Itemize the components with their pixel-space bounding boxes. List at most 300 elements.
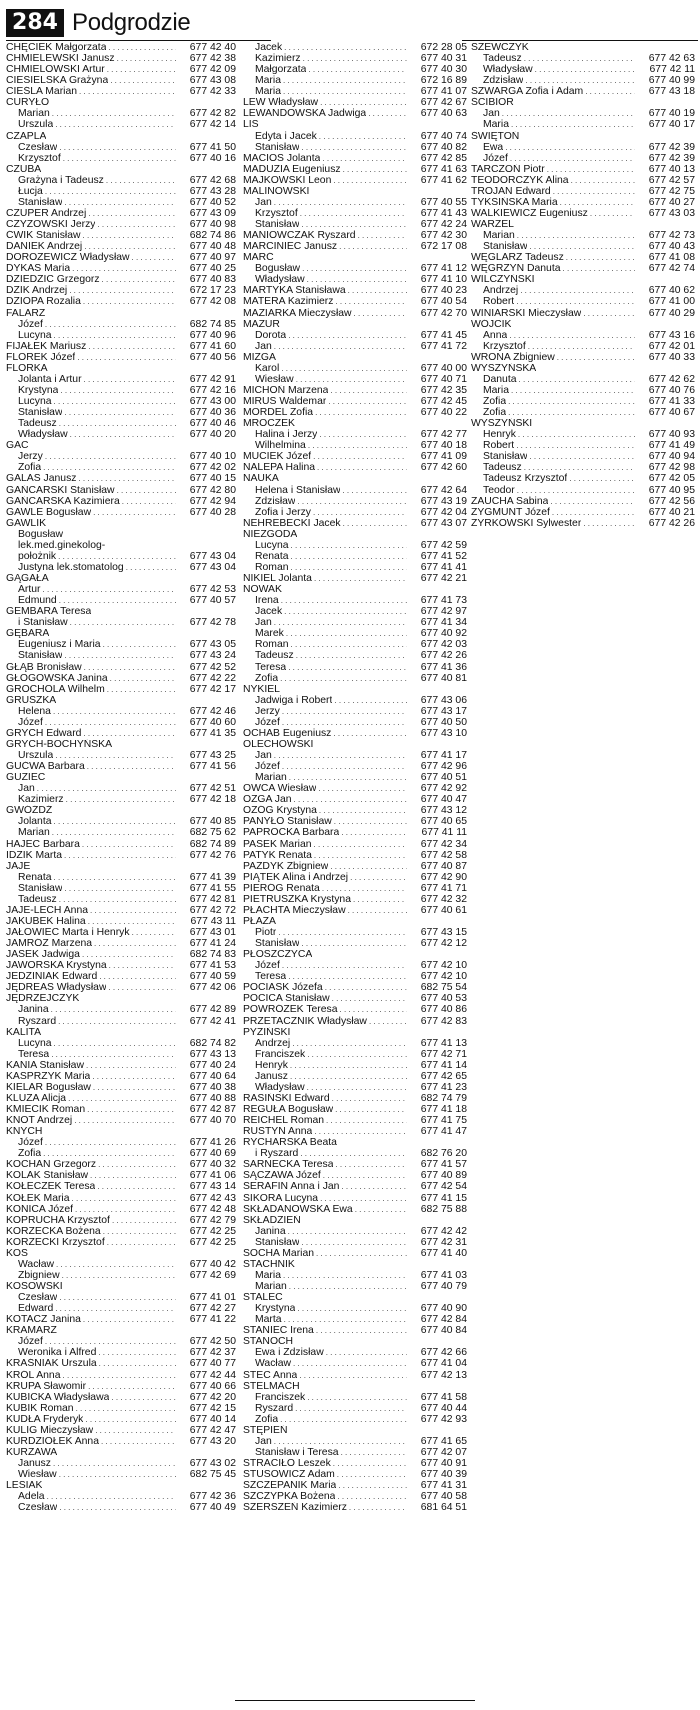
- directory-entry: [6, 872, 238, 883]
- entry-phone: 677 40 56: [189, 351, 236, 363]
- entry-phone: 677 42 46: [189, 705, 236, 717]
- entry-name: STANIEC Irena: [243, 1325, 314, 1337]
- leader-dots: [292, 794, 407, 805]
- entry-name: KNYCH: [6, 1126, 43, 1138]
- entry-name: ŻYRKOWSKI Sylwester: [471, 517, 582, 529]
- directory-entry: [6, 1060, 238, 1071]
- directory-entry: [243, 839, 469, 850]
- leader-dots: [72, 1115, 176, 1126]
- entry-name: STĘPIEŃ: [243, 1424, 288, 1436]
- directory-entry: [6, 197, 238, 208]
- entry-phone: 677 42 82: [189, 108, 236, 120]
- entry-phone: 677 42 51: [189, 783, 236, 795]
- entry-name: JAŁOWIEC Marta i Henryk: [6, 927, 130, 938]
- entry-name: MUCIEK Józef: [243, 451, 312, 463]
- surname-heading: [243, 1381, 469, 1392]
- entry-phone: 677 40 79: [420, 1281, 467, 1292]
- directory-entry: [243, 64, 469, 75]
- directory-entry: [243, 993, 469, 1004]
- entry-name: POWRÓZEK Teresa: [243, 1004, 338, 1016]
- entry-phone: 677 42 74: [648, 263, 695, 275]
- leader-dots: [60, 1270, 176, 1281]
- directory-entry: [6, 1159, 238, 1170]
- directory-entry: [243, 706, 469, 717]
- entry-name: NALEPA Halina: [243, 462, 316, 474]
- entry-phone: 677 42 26: [420, 650, 467, 662]
- leader-dots: [53, 750, 176, 761]
- directory-entry: [6, 75, 238, 86]
- entry-phone: 682 75 62: [189, 827, 236, 839]
- directory-entry: [471, 285, 697, 296]
- entry-name: IDZIK Marta: [6, 849, 63, 861]
- entry-phone: 677 40 13: [648, 163, 695, 175]
- entry-name: WĘGRZYN Danuta: [471, 263, 561, 275]
- entry-phone: 677 42 92: [420, 783, 467, 795]
- entry-name: KRÓL Anna: [6, 1369, 61, 1381]
- directory-entry: [6, 429, 238, 440]
- leader-dots: [305, 274, 407, 285]
- directory-entry: [6, 783, 238, 794]
- entry-phone: 677 41 35: [189, 727, 236, 739]
- page-title: Podgrodzie: [72, 9, 191, 36]
- entry-phone: 677 42 22: [189, 672, 236, 684]
- entry-name: GWÓŹDŹ: [6, 805, 53, 817]
- entry-phone: 677 42 59: [420, 539, 467, 551]
- entry-name: Krystyna: [18, 384, 59, 396]
- directory-entry: [6, 1181, 238, 1192]
- entry-name: Stanisław: [255, 141, 300, 153]
- surname-heading: [243, 1425, 469, 1436]
- directory-entry: [243, 507, 469, 518]
- entry-name: Adela: [18, 1491, 45, 1503]
- entry-phone: 677 41 34: [420, 617, 467, 629]
- entry-name: Roman: [255, 639, 289, 651]
- entry-phone: 677 40 96: [189, 329, 236, 341]
- leader-dots: [332, 816, 407, 827]
- entry-phone: 677 42 07: [420, 1446, 467, 1458]
- leader-dots: [105, 684, 176, 695]
- entry-name: SĄCZAWA Józef: [243, 1170, 321, 1182]
- directory-entry: [243, 1303, 469, 1314]
- entry-name: Lucyna: [255, 539, 289, 551]
- directory-entry: [243, 308, 469, 319]
- entry-phone: 677 40 29: [648, 307, 695, 319]
- leader-dots: [581, 518, 635, 529]
- entry-name: GRYCH-BOCHYŃSKA: [6, 738, 113, 750]
- entry-phone: 677 43 04: [189, 561, 236, 573]
- leader-dots: [522, 462, 635, 473]
- leader-dots: [97, 1358, 176, 1369]
- entry-name: Ewa: [483, 141, 504, 153]
- entry-name: WYSZYŃSKI: [471, 418, 533, 430]
- entry-name: SZWARGA Zofia i Adam: [471, 86, 584, 98]
- entry-name: PYZIŃSKI: [243, 1026, 291, 1038]
- entry-phone: 677 42 12: [420, 938, 467, 950]
- directory-entry: [6, 153, 238, 164]
- directory-entry: [243, 230, 469, 241]
- directory-entry: [6, 374, 238, 385]
- entry-phone: 677 40 76: [648, 384, 695, 396]
- leader-dots: [52, 330, 176, 341]
- directory-entry: [6, 274, 238, 285]
- leader-dots: [339, 1447, 407, 1458]
- entry-name: SKŁADZIEŃ: [243, 1214, 301, 1226]
- entry-name: Wacław: [18, 1258, 54, 1270]
- directory-entry: [243, 1016, 469, 1027]
- entry-name: Edmund: [18, 595, 57, 607]
- surname-heading: [243, 1336, 469, 1347]
- entry-phone: 677 42 52: [189, 661, 236, 673]
- entry-phone: 677 40 22: [420, 407, 467, 419]
- surname-heading: [471, 274, 697, 285]
- directory-entry: [6, 1469, 238, 1480]
- leader-dots: [517, 374, 635, 385]
- entry-name: PANYŁO Stanisław: [243, 816, 332, 828]
- directory-entry: [471, 186, 697, 197]
- entry-name: MANIOWCZAK Ryszard: [243, 230, 356, 242]
- leader-dots: [313, 407, 407, 418]
- entry-phone: 677 41 31: [420, 1480, 467, 1492]
- entry-name: NIEZGODA: [243, 528, 298, 540]
- leader-dots: [41, 462, 176, 473]
- surname-heading: [471, 219, 697, 230]
- entry-name: Zbigniew: [18, 1269, 60, 1281]
- entry-phone: 677 40 86: [420, 1004, 467, 1016]
- entry-name: Czesław: [18, 1292, 58, 1304]
- directory-entry: [243, 1126, 469, 1137]
- entry-name: Józef: [18, 716, 43, 728]
- surname-heading: [243, 1137, 469, 1148]
- leader-dots: [57, 1292, 176, 1303]
- entry-phone: 677 42 06: [189, 982, 236, 994]
- entry-name: Jan: [18, 783, 35, 795]
- entry-name: Józef: [18, 1336, 43, 1348]
- directory-entry: [6, 971, 238, 982]
- directory-entry: [243, 1237, 469, 1248]
- leader-dots: [338, 1004, 408, 1015]
- surname-heading: [243, 119, 469, 130]
- leader-dots: [100, 274, 176, 285]
- leader-dots: [500, 108, 635, 119]
- entry-phone: 677 41 24: [189, 938, 236, 950]
- leader-dots: [503, 142, 635, 153]
- entry-phone: 677 41 65: [420, 1435, 467, 1447]
- entry-name: GŁĄB Bronisław: [6, 661, 82, 673]
- entry-phone: 677 42 11: [649, 64, 695, 76]
- leader-dots: [282, 606, 407, 617]
- entry-name: DYKAS Maria: [6, 263, 71, 275]
- entry-phone: 677 40 49: [189, 1502, 236, 1514]
- entry-name: Jan: [483, 108, 500, 120]
- directory-entry: [6, 407, 238, 418]
- entry-phone: 682 74 89: [189, 838, 236, 850]
- entry-name: KASPRZYK Maria: [6, 1070, 91, 1082]
- directory-entry: [471, 330, 697, 341]
- entry-phone: 677 40 31: [420, 53, 467, 65]
- surname-heading: [6, 861, 238, 872]
- directory-entry: [243, 1004, 469, 1015]
- leader-dots: [356, 230, 407, 241]
- leader-dots: [83, 1414, 176, 1425]
- entry-name: Jerzy: [18, 451, 43, 463]
- leader-dots: [43, 717, 176, 728]
- entry-phone: 677 41 40: [420, 1247, 467, 1259]
- directory-entry: [6, 1237, 238, 1248]
- leader-dots: [62, 850, 176, 861]
- entry-name: SZERSZEŃ Kazimierz: [243, 1502, 347, 1514]
- entry-phone: 677 42 25: [189, 1236, 236, 1248]
- entry-name: GROCHOLA Wilhelm: [6, 683, 105, 695]
- entry-phone: 677 42 70: [420, 307, 467, 319]
- leader-dots: [86, 1381, 176, 1392]
- entry-phone: 677 40 94: [648, 451, 695, 463]
- surname-heading: [471, 363, 697, 374]
- entry-name: Józef: [483, 152, 508, 164]
- entry-name: i Stanisław: [18, 617, 68, 629]
- directory-entry: [243, 562, 469, 573]
- leader-dots: [315, 462, 407, 473]
- entry-phone: 677 41 39: [189, 871, 236, 883]
- entry-phone: 677 43 17: [420, 705, 467, 717]
- surname-heading: [243, 473, 469, 484]
- directory-entry: [243, 540, 469, 551]
- directory-entry: [6, 1458, 238, 1469]
- entry-name: Maria: [255, 86, 281, 98]
- entry-name: Maria: [483, 119, 509, 131]
- leader-dots: [80, 949, 176, 960]
- entry-name: Jan: [255, 617, 272, 629]
- entry-name: Jacek: [255, 606, 283, 618]
- directory-entry: [6, 352, 238, 363]
- entry-name: Marta: [255, 1314, 282, 1326]
- entry-name: PASEK Marian: [243, 838, 312, 850]
- leader-dots: [120, 496, 176, 507]
- entry-name: Tadeusz: [18, 418, 57, 430]
- leader-dots: [276, 927, 407, 938]
- entry-name: PAPROCKA Barbara: [243, 827, 340, 839]
- directory-entry: [471, 440, 697, 451]
- entry-name: REICHEL Roman: [243, 1115, 325, 1127]
- entry-name: Krzysztof: [255, 207, 298, 219]
- entry-name: Urszula: [18, 119, 54, 131]
- leader-dots: [317, 429, 407, 440]
- leader-dots: [90, 1071, 176, 1082]
- leader-dots: [43, 451, 176, 462]
- directory-entry: [243, 42, 469, 53]
- entry-name: GRUSZKA: [6, 694, 57, 706]
- directory-entry: [6, 208, 238, 219]
- entry-phone: 677 41 01: [189, 1292, 236, 1304]
- entry-phone: 677 40 93: [648, 429, 695, 441]
- leader-dots: [88, 1170, 176, 1181]
- leader-dots: [321, 1170, 407, 1181]
- entry-phone: 677 43 20: [189, 1435, 236, 1447]
- leader-dots: [110, 1215, 176, 1226]
- surname-heading: [6, 1027, 238, 1038]
- leader-dots: [291, 1358, 407, 1369]
- entry-name: OCHAB Eugeniusz: [243, 727, 332, 739]
- leader-dots: [280, 706, 407, 717]
- entry-phone: 677 40 77: [189, 1358, 236, 1370]
- directory-entry: [6, 540, 238, 551]
- entry-name: Władysław: [483, 64, 533, 76]
- entry-phone: 677 42 20: [189, 1391, 236, 1403]
- leader-dots: [551, 186, 635, 197]
- entry-phone: 677 42 83: [420, 1015, 467, 1027]
- directory-entry: [6, 1071, 238, 1082]
- leader-dots: [348, 872, 407, 883]
- entry-phone: 677 40 81: [420, 672, 467, 684]
- directory-entry: [6, 86, 238, 97]
- leader-dots: [62, 883, 176, 894]
- entry-phone: 677 43 19: [420, 495, 467, 507]
- directory-entry: [243, 750, 469, 761]
- entry-phone: 682 74 79: [420, 1092, 467, 1104]
- directory-entry: [471, 197, 697, 208]
- directory-entry: [243, 153, 469, 164]
- entry-name: KOSOWSKI: [6, 1281, 63, 1292]
- entry-name: MARTYKA Stanisława: [243, 285, 346, 297]
- directory-entry: [6, 1491, 238, 1502]
- directory-entry: [6, 451, 238, 462]
- leader-dots: [581, 308, 635, 319]
- entry-name: Zofia: [483, 396, 507, 407]
- entry-name: FLOREK Józef: [6, 351, 76, 363]
- entry-name: MAZUR: [243, 318, 280, 330]
- surname-heading: [6, 363, 238, 374]
- leader-dots: [57, 418, 176, 429]
- leader-dots: [86, 208, 176, 219]
- leader-dots: [35, 783, 176, 794]
- entry-phone: 677 42 66: [420, 1347, 467, 1359]
- entry-phone: 682 74 83: [189, 949, 236, 961]
- leader-dots: [318, 1193, 407, 1204]
- directory-entry: [6, 562, 238, 573]
- entry-phone: 677 42 48: [189, 1203, 236, 1215]
- leader-dots: [301, 53, 407, 64]
- entry-name: OWCA Wiesław: [243, 783, 317, 795]
- entry-name: Edyta i Jacek: [255, 130, 317, 142]
- entry-phone: 677 42 05: [648, 473, 695, 485]
- entry-name: GEMBARA Teresa: [6, 606, 92, 618]
- directory-entry: [6, 1038, 238, 1049]
- entry-name: FALARZ: [6, 307, 46, 319]
- leader-dots: [76, 473, 176, 484]
- leader-dots: [335, 1469, 407, 1480]
- leader-dots: [281, 86, 407, 97]
- entry-name: MROCZEK: [243, 418, 295, 430]
- leader-dots: [52, 872, 176, 883]
- leader-dots: [95, 219, 176, 230]
- entry-name: Piotr: [255, 927, 277, 938]
- entry-name: TARCZOŃ Piotr: [471, 163, 545, 175]
- leader-dots: [97, 971, 176, 982]
- directory-entry: [6, 285, 238, 296]
- leader-dots: [75, 352, 176, 363]
- surname-heading: [6, 695, 238, 706]
- leader-dots: [81, 1314, 176, 1325]
- leader-dots: [105, 64, 176, 75]
- entry-phone: 677 40 64: [189, 1070, 236, 1082]
- entry-name: KORZECKA Bożena: [6, 1225, 101, 1237]
- leader-dots: [70, 263, 176, 274]
- entry-name: lek.med.ginekolog-: [18, 539, 106, 551]
- entry-name: DZIOPA Rozalia: [6, 296, 81, 308]
- entry-phone: 677 41 71: [420, 882, 467, 894]
- directory-entry: [6, 595, 238, 606]
- entry-phone: 677 43 13: [189, 1048, 236, 1060]
- directory-entry: [243, 274, 469, 285]
- directory-entry: [243, 850, 469, 861]
- entry-phone: 677 41 14: [420, 1059, 467, 1071]
- leader-dots: [312, 573, 407, 584]
- entry-name: Stanisław: [255, 938, 300, 950]
- leader-dots: [115, 485, 176, 496]
- entry-name: CZUBA: [6, 163, 42, 175]
- entry-name: GALAS Janusz: [6, 473, 77, 485]
- entry-name: Tadeusz: [483, 53, 522, 65]
- leader-dots: [67, 285, 176, 296]
- directory-entry: [243, 1071, 469, 1082]
- leader-dots: [279, 595, 407, 606]
- leader-dots: [306, 64, 407, 75]
- directory-entry: [243, 1469, 469, 1480]
- directory-entry: [243, 1093, 469, 1104]
- directory-entry: [6, 584, 238, 595]
- directory-entry: [6, 1016, 238, 1027]
- entry-name: Stanisław: [18, 650, 63, 662]
- entry-name: Lucyna: [18, 1037, 52, 1049]
- entry-name: GAŃCARSKA Kazimiera: [6, 495, 120, 507]
- entry-phone: 677 41 10: [420, 274, 467, 286]
- entry-phone: 677 42 89: [189, 1004, 236, 1016]
- entry-name: KUBICKA Władysława: [6, 1391, 110, 1403]
- surname-heading: [6, 518, 238, 529]
- entry-phone: 677 42 30: [420, 230, 467, 242]
- entry-phone: 677 41 58: [420, 1391, 467, 1403]
- entry-name: JĘDRZEJCZYK: [6, 993, 80, 1005]
- entry-phone: 677 40 21: [648, 506, 695, 518]
- entry-phone: 677 42 37: [189, 1347, 236, 1359]
- entry-phone: 682 75 88: [420, 1203, 467, 1215]
- entry-phone: 677 42 68: [189, 174, 236, 186]
- directory-entry: [243, 1358, 469, 1369]
- surname-heading: [6, 573, 238, 584]
- entry-phone: 677 41 55: [189, 882, 236, 894]
- entry-name: SKŁADANOWSKA Ewa: [243, 1203, 353, 1215]
- entry-name: Marian: [18, 108, 50, 120]
- entry-name: KMIECIK Roman: [6, 1104, 86, 1115]
- entry-phone: 677 41 07: [420, 86, 467, 98]
- directory-entry: [6, 816, 238, 827]
- entry-phone: 677 41 12: [420, 263, 467, 275]
- directory-entry: [6, 617, 238, 628]
- entry-phone: 677 42 04: [420, 506, 467, 518]
- entry-phone: 677 40 42: [189, 1258, 236, 1270]
- directory-entry: [6, 330, 238, 341]
- entry-phone: 677 40 32: [189, 1159, 236, 1171]
- entry-phone: 677 40 69: [189, 1148, 236, 1160]
- surname-heading: [6, 131, 238, 142]
- entry-name: KORZECKI Krzysztof: [6, 1236, 105, 1248]
- entry-phone: 672 28 05: [420, 42, 467, 53]
- leader-dots: [286, 662, 407, 673]
- entry-phone: 677 41 45: [420, 329, 467, 341]
- footer-rule: [235, 1700, 475, 1701]
- entry-name: Marian: [483, 230, 515, 242]
- entry-phone: 677 42 38: [189, 53, 236, 65]
- directory-entry: [471, 496, 697, 507]
